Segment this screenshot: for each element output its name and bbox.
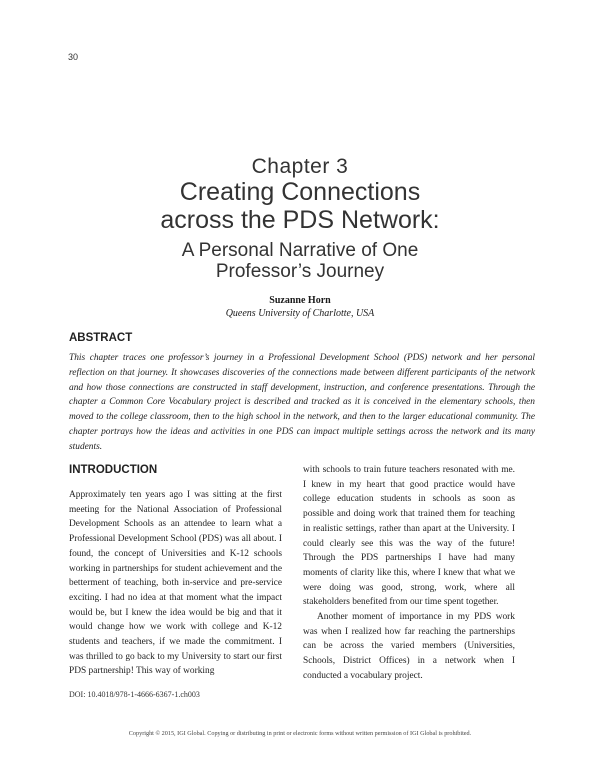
chapter-title-line-2: across the PDS Network: xyxy=(160,206,440,234)
chapter-label: Chapter 3 xyxy=(251,155,349,178)
right-column xyxy=(303,463,515,684)
page-number: 30 xyxy=(68,52,79,62)
chapter-subtitle xyxy=(60,240,540,282)
chapter-subtitle-line-2: Professor’s Journey xyxy=(215,261,385,282)
copyright-notice: Copyright © 2015, IGI Global. Copying or distributing in print or electronic forms without written permission of IGI Global is prohibited. xyxy=(128,730,472,737)
intro-paragraph-2: with schools to train future teachers resonated with me. I knew in my heart that good practice would have college education students in schools as soon as possible and doing work that trained them for teaching in realistic settings, rather than apart at the University. I could clearly see this was the way of the future! Through the PDS partnerships I have had many moments of clarity like this, where I knew that what we were doing was good, strong, work, where all stakeholders benefited from our time spent together. xyxy=(303,465,515,608)
chapter-subtitle-line-1: A Personal Narrative of One xyxy=(181,240,419,261)
left-column xyxy=(69,488,282,679)
intro-paragraph-3: Another moment of importance in my PDS work was when I realized how far reaching the partnerships can be across the varied members (Universities, Schools, District Offices) in a network when I conducted a vocabulary project. xyxy=(303,612,515,681)
abstract-body: This chapter traces one professor’s journey in a Professional Development School (PDS) network and her personal reflection on that journey. It showcases discoveries of the connections made between different participants of the network and how those connections are constructed in staff development, instruction, and conference presentations. Through the chapter a Common Core Vocabulary project is described and tracked as it is conceived in the elementary schools, then moved to the college classroom, then to the high school in the network, and then to the larger educational community. The chapter portrays how the ideas and activities in one PDS can impact multiple settings across the network and its many students. xyxy=(69,353,535,452)
introduction-heading: INTRODUCTION xyxy=(69,464,158,476)
abstract-heading: ABSTRACT xyxy=(69,332,133,344)
chapter-title-line-1: Creating Connections xyxy=(179,178,421,206)
doi-line: DOI: 10.4018/978-1-4666-6367-1.ch003 xyxy=(69,690,200,699)
author-affiliation: Queens University of Charlotte, USA xyxy=(225,308,375,319)
chapter-title xyxy=(60,178,540,234)
author-name: Suzanne Horn xyxy=(269,295,331,306)
intro-paragraph-1: Approximately ten years ago I was sitting at the first meeting for the National Association of Professional Development Schools as an attendee to learn what a Professional Development School (PDS) was all about. I found, the concept of Universities and K-12 schools working in partnerships for student achievement and the betterment of teaching, both in-service and pre-service exciting. I had no idea at that moment what the impact would be, but I knew the idea would be big and that it would change how we work with college and K-12 students and teachers, if we made the commitment. I was thrilled to go back to my University to start our first PDS partnership! This way of working xyxy=(69,490,282,677)
